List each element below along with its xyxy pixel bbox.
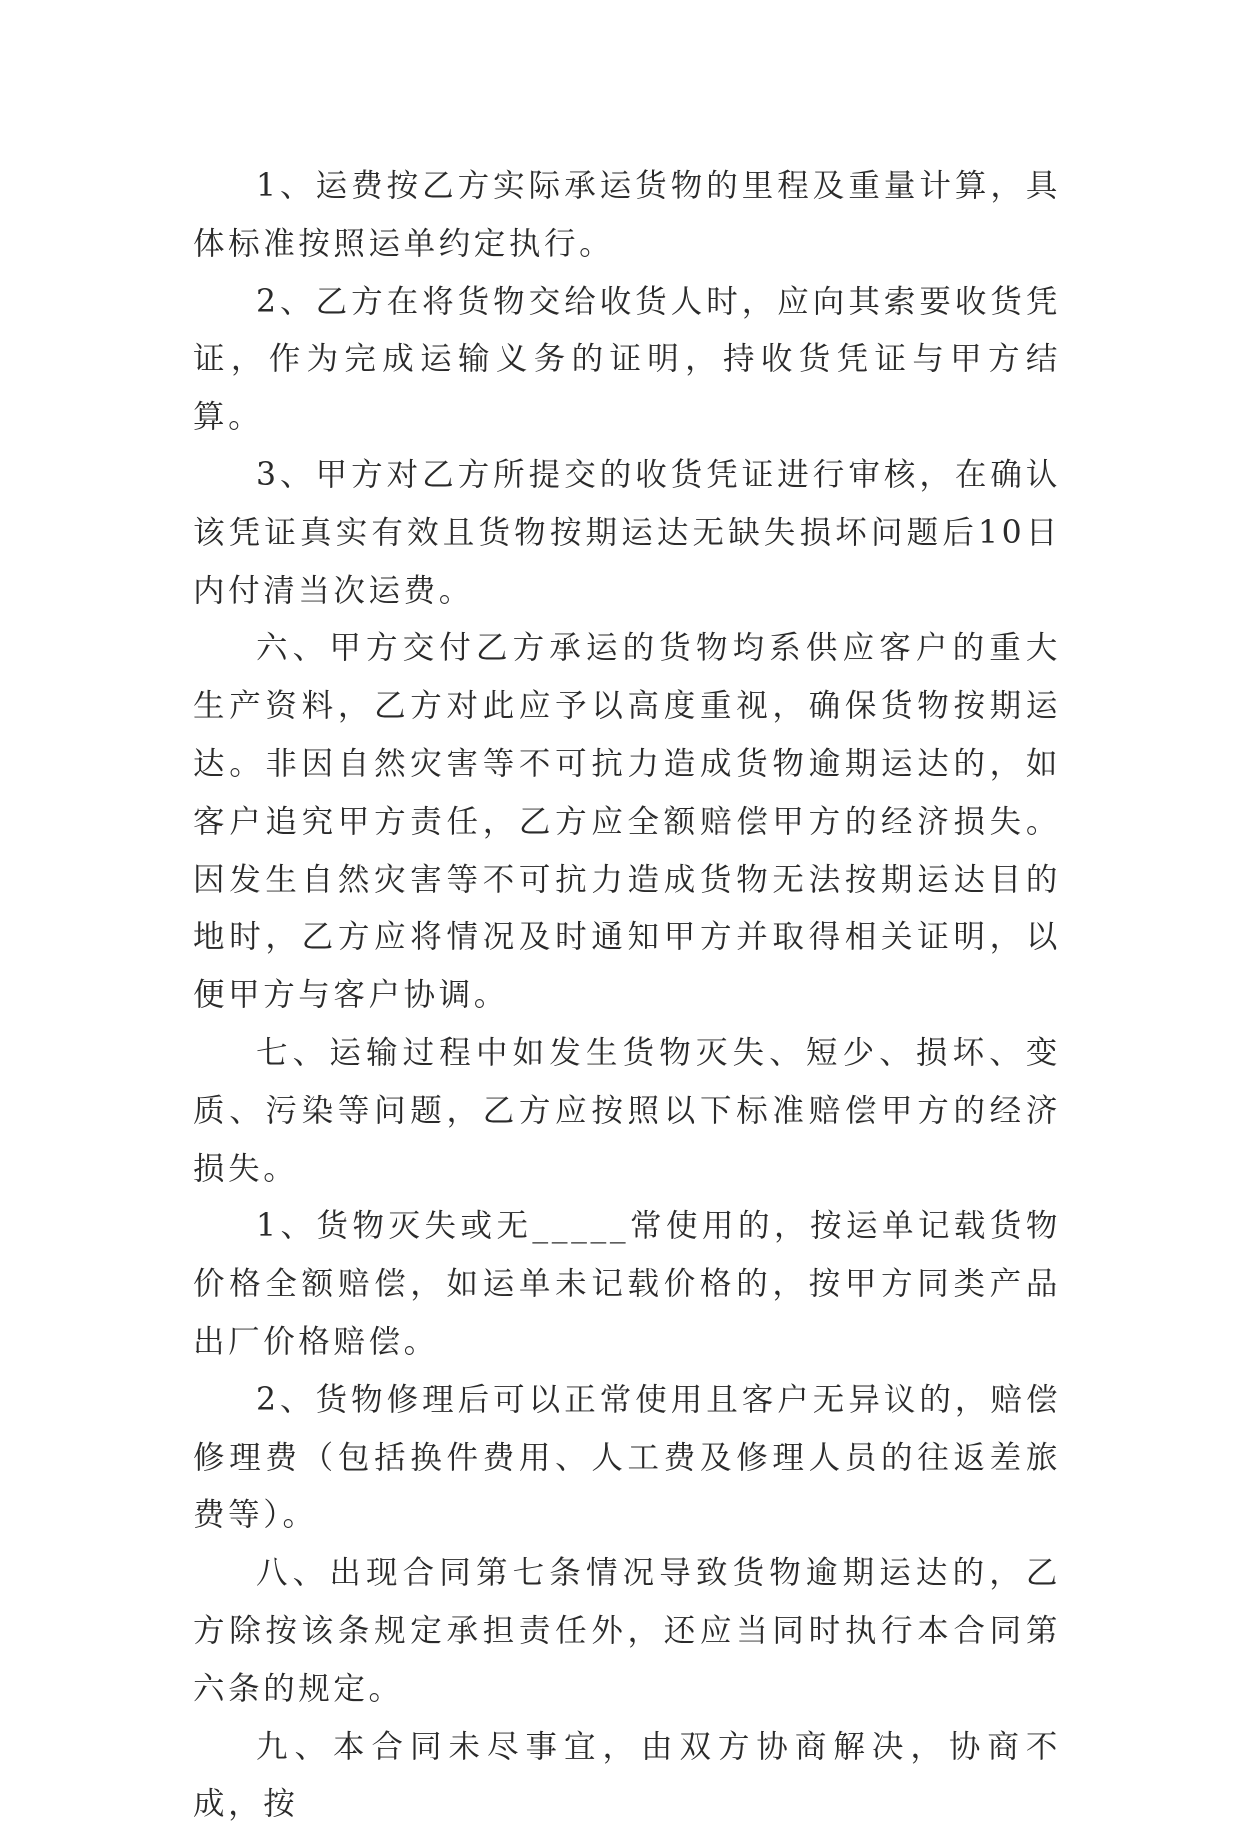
paragraph-loss-compensation: 1、货物灭失或无_____常使用的，按运单记载货物价格全额赔偿，如运单未记载价格的，按甲方同类产品出厂价格赔偿。 <box>193 1208 1061 1360</box>
paragraph-voucher-review: 3、甲方对乙方所提交的收货凭证进行审核，在确认该凭证真实有效且货物按期运达无缺失损坏问题后10日内付清当次运费。 <box>193 456 1061 609</box>
paragraph-clause-seven: 七、运输过程中如发生货物灭失、短少、损坏、变质、污染等问题，乙方应按照以下标准赔偿甲方的经济损失。 <box>193 1034 1061 1187</box>
paragraph-clause-nine: 九、本合同未尽事宜，由双方协商解决，协商不成，按 <box>193 1728 1061 1823</box>
paragraph-clause-six: 六、甲方交付乙方承运的货物均系供应客户的重大生产资料，乙方对此应予以高度重视，确保货物按期运达。非因自然灾害等不可抗力造成货物逾期运达的，如客户追究甲方责任，乙方应全额赔偿甲方的经济损失。因发生自然灾害等不可抗力造成货物无法按期运达目的地时，乙方应将情况及时通知甲方并取得相关证明，以便甲方与客户协调。 <box>193 630 1061 1014</box>
paragraph-repair-compensation: 2、货物修理后可以正常使用且客户无异议的，赔偿修理费（包括换件费用、人工费及修理人员的往返差旅费等）。 <box>193 1381 1061 1534</box>
paragraph-clause-eight: 八、出现合同第七条情况导致货物逾期运达的，乙方除按该条规定承担责任外，还应当同时执行本合同第六条的规定。 <box>193 1555 1061 1707</box>
paragraph-receipt-voucher: 2、乙方在将货物交给收货人时，应向其索要收货凭证，作为完成运输义务的证明，持收货凭证与甲方结算。 <box>193 283 1061 436</box>
paragraph-freight-calculation: 1、运费按乙方实际承运货物的里程及重量计算，具体标准按照运单约定执行。 <box>193 168 1061 262</box>
document-body <box>193 158 1061 1834</box>
